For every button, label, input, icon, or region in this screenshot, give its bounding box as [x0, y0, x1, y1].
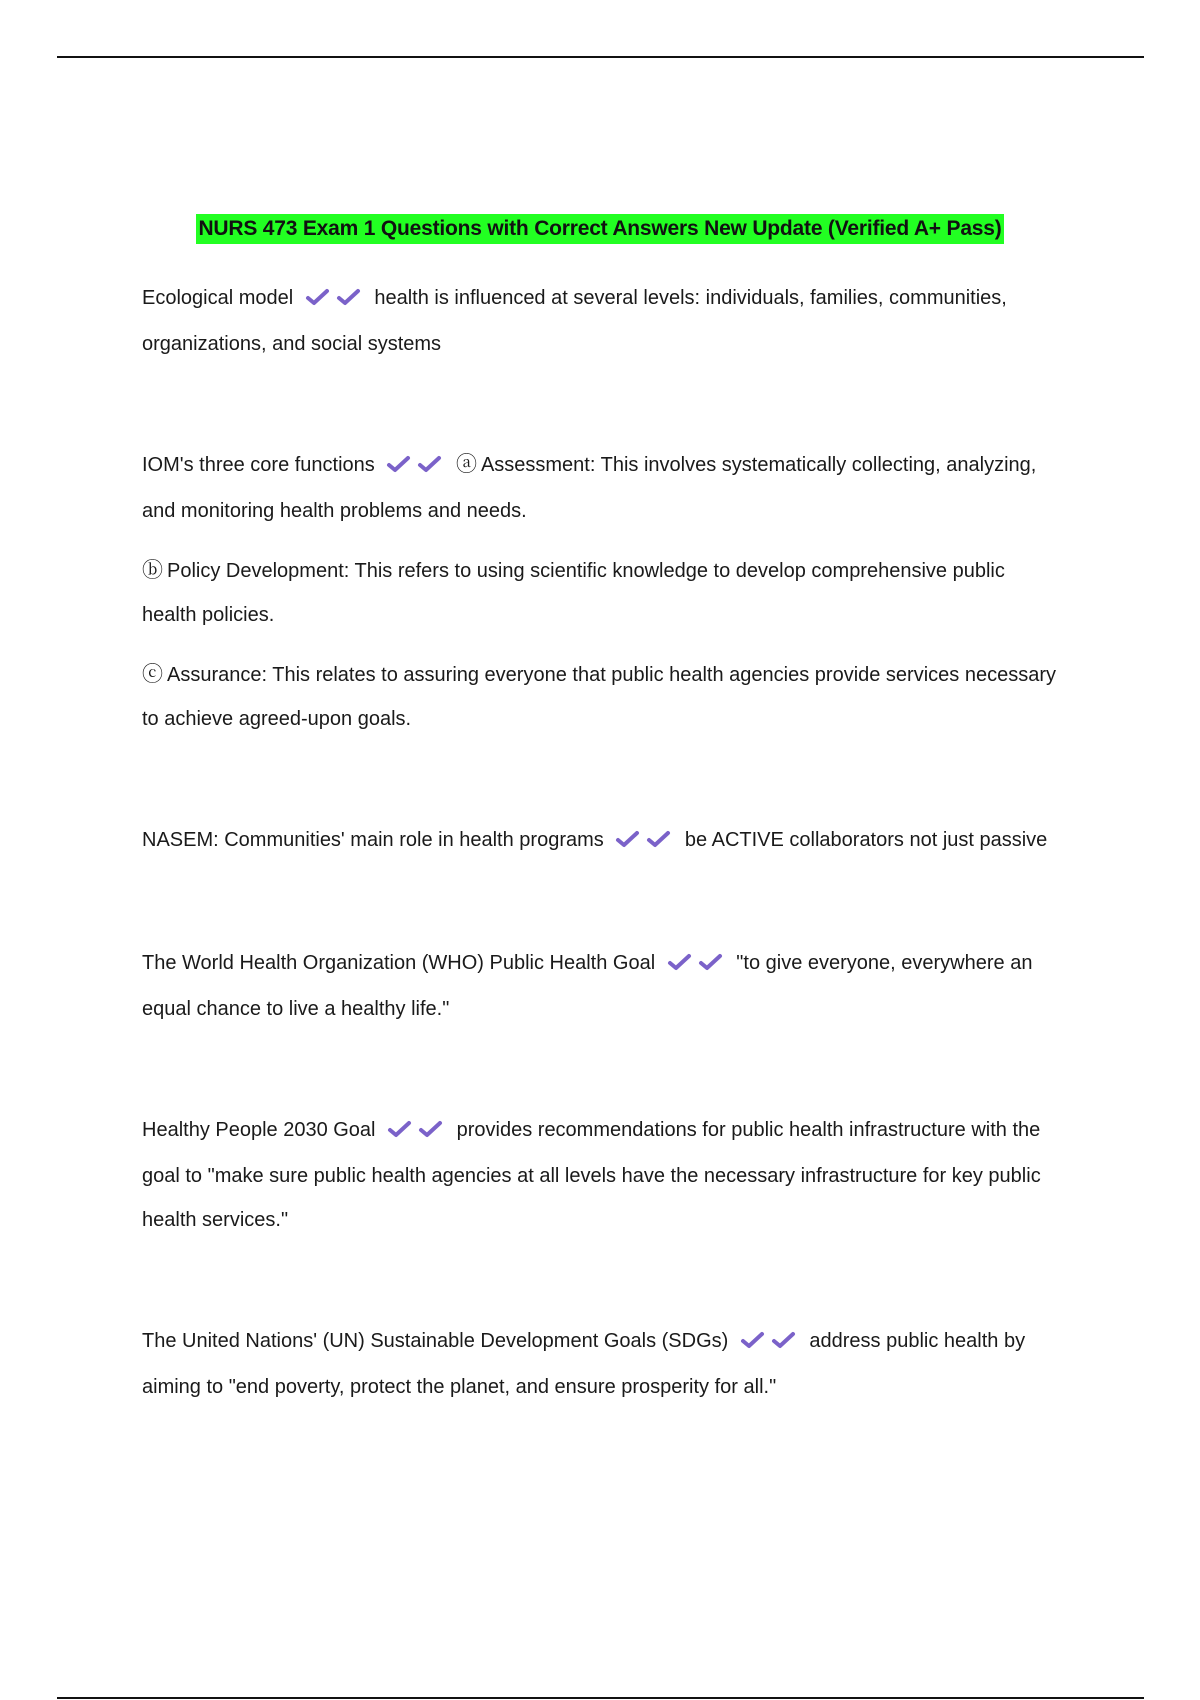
double-check: [740, 1321, 802, 1365]
term: The United Nations' (UN) Sustainable Development Goals (SDGs): [142, 1330, 729, 1352]
term: The World Health Organization (WHO) Public Health Goal: [142, 952, 656, 974]
double-check: [387, 1110, 449, 1154]
check-icon: [417, 455, 442, 473]
check-icon: [387, 1120, 412, 1138]
double-check: [667, 943, 729, 987]
answer: provides recommendations for public health infrastructure with the goal to "make sure public health agencies at all levels have the necessary infrastructure for key public health services.": [142, 1119, 1041, 1231]
answer: "to give everyone, everywhere an equal chance to live a healthy life.": [142, 952, 1033, 1020]
qa-entry-6: [142, 1319, 1062, 1409]
check-icon: [771, 1331, 796, 1349]
check-icon: [336, 288, 361, 306]
title-block: [0, 214, 1200, 244]
list-text: Policy Development: This refers to using scientific knowledge to develop comprehensive public health policies.: [142, 560, 1005, 626]
list-marker: ⓐ: [455, 453, 477, 476]
check-icon: [386, 455, 411, 473]
list-item: [142, 653, 1062, 741]
check-icon: [418, 1120, 443, 1138]
answer: health is influenced at several levels: individuals, families, communities, organizations, and social systems: [142, 287, 1007, 355]
qa-entry-2: [142, 443, 1062, 533]
qa-entry-3: [142, 818, 1062, 864]
qa-entry-5: [142, 1108, 1062, 1242]
page-title: NURS 473 Exam 1 Questions with Correct Answers New Update (Verified A+ Pass): [196, 214, 1003, 244]
check-icon: [305, 288, 330, 306]
term: IOM's three core functions: [142, 454, 375, 476]
term: Ecological model: [142, 287, 294, 309]
list-item: [142, 549, 1062, 637]
double-check: [305, 278, 367, 322]
check-icon: [615, 830, 640, 848]
check-icon: [667, 953, 692, 971]
list-marker: ⓒ: [142, 663, 163, 686]
list-text: Assessment: This involves systematically collecting, analyzing, and monitoring health problems and needs.: [142, 454, 1037, 522]
answer: be ACTIVE collaborators not just passive: [684, 829, 1048, 851]
document-body: [142, 276, 1062, 1409]
check-icon: [740, 1331, 765, 1349]
list-marker: ⓑ: [142, 559, 163, 582]
term: Healthy People 2030 Goal: [142, 1119, 376, 1141]
check-icon: [646, 830, 671, 848]
double-check: [386, 445, 448, 489]
header-rule: [57, 56, 1144, 58]
double-check: [615, 820, 677, 864]
list-text: Assurance: This relates to assuring everyone that public health agencies provide services necessary to achieve agreed-upon goals.: [142, 664, 1056, 730]
qa-entry-1: [142, 276, 1062, 366]
check-icon: [698, 953, 723, 971]
term: NASEM: Communities' main role in health programs: [142, 829, 604, 851]
qa-entry-4: [142, 941, 1062, 1031]
footer-rule: [57, 1697, 1144, 1699]
answer: address public health by aiming to "end poverty, protect the planet, and ensure prosperity for all.": [142, 1330, 1026, 1398]
